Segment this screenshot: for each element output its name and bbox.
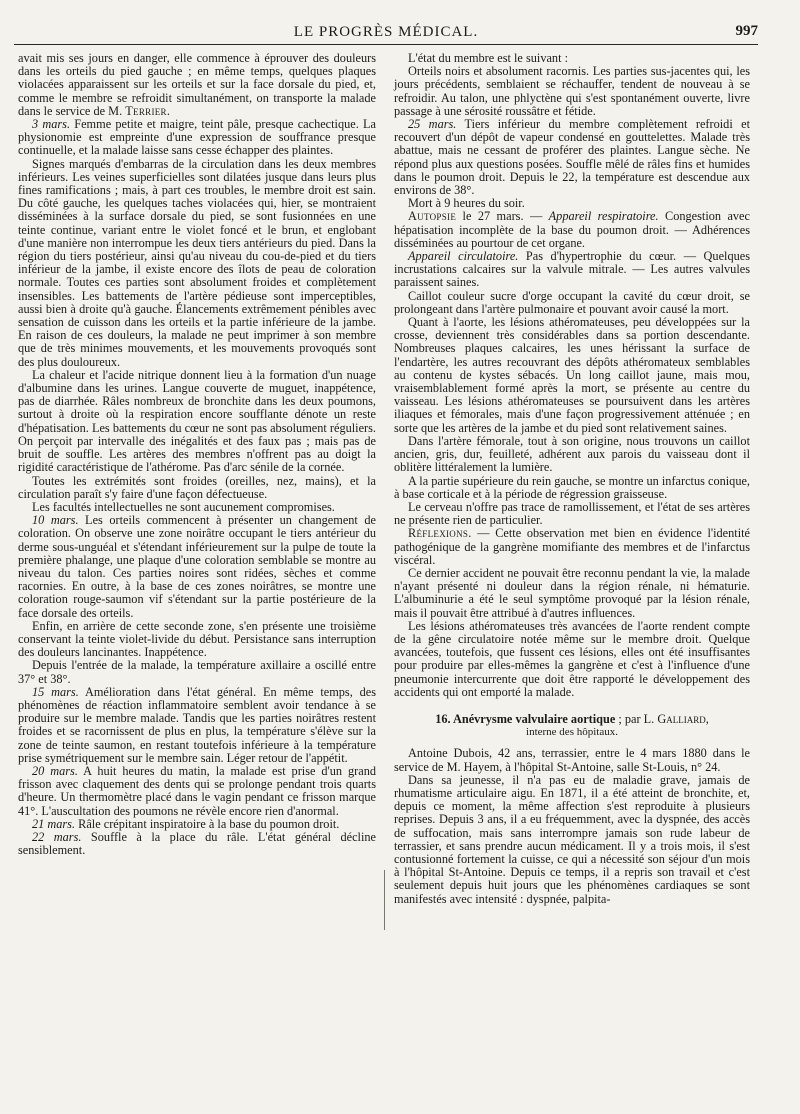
paragraph: Enfin, en arrière de cette seconde zone, s'en présente une troisième conservant la teinte violet-livide du début. Persistance sans interruption des douleurs lancinantes. Inappétence.: [18, 618, 376, 660]
author-name: Galliard: [657, 711, 706, 726]
subheading: Appareil respiratoire.: [548, 209, 659, 224]
paragraph: Toutes les extrémités sont froides (oreilles, nez, mains), et la circulation paraît s'y faire d'une façon défectueuse.: [18, 473, 376, 501]
paragraph: Orteils noirs et absolument racornis. Les parties sus-jacentes qui, les jours précédents, semblaient se réchauffer, tendent de nouveau à se refroidir. Au talon, une phlyctène qui s'est spontanément ouverte, livre passage à une sérosité roussâtre et fétide.: [394, 64, 750, 118]
date-label: 20 mars.: [32, 763, 78, 778]
paragraph: 25 mars. Tiers inférieur du membre complètement refroidi et recouvert d'un dépôt de vapeur condensé en gouttelettes. Malade très abattue, mais ne cessant de proférer des plaintes. Langue sèche. Ne répond plus aux questions posées. Souffle mêlé de râles fins et humides dans le poumon droit. Depuis le 22, la température est descendue aux environs de 38°.: [394, 117, 750, 198]
date-label: 21 mars.: [32, 816, 76, 831]
running-header: [14, 22, 758, 45]
column-rule: [384, 870, 385, 930]
paragraph: Signes marqués d'embarras de la circulation dans les deux membres inférieurs. Les veines superficielles sont dilatées jusque dans leurs plus fines ramifications ; mais, à part ces troubles, le membre droit est sain. Du côté gauche, les quelques taches violacées qui, hier, se montraient disséminées à la surface dorsale du pied, se sont fusionnées en une teinte continue, variant entre le violet foncé et le brun, et englobant d'une manière non interrompue les deux tiers antérieurs du pied. Dans la région du tiers postérieur, ainsi qu'au niveau du cou-de-pied et du tiers inférieur de la jambe, il existe encore des îlots de peau de coloration normale. Toutes ces parties sont absolument froides et complètement insensibles. Les battements de l'artère pédieuse sont imperceptibles, aussi bien à droite qu'à gauche. Élancements extrêmement pénibles avec sensation de cuisson dans les orteils et la partie inférieure de la jambe. En raison de ces douleurs, la malade ne peut imprimer à son membre que de très minimes mouvements, et les mouvements provoqués sont des plus douloureux.: [18, 156, 376, 369]
paragraph: Autopsie le 27 mars. — Appareil respiratoire. Congestion avec hépatisation incomplète de la base du poumon droit. — Adhérences disséminées au pourtour de cet organe.: [394, 209, 750, 250]
paragraph: Appareil circulatoire. Pas d'hypertrophie du cœur. — Quelques incrustations calcaires sur la valvule mitrale. — Les autres valvules paraissent saines.: [394, 249, 750, 290]
journal-title: LE PROGRÈS MÉDICAL.: [293, 24, 479, 40]
reflections-label: Réflexions.: [408, 526, 472, 541]
paragraph: Ce dernier accident ne pouvait être reconnu pendant la vie, la malade n'ayant présenté ni douleur dans la région rénale, ni hématurie. L'albuminurie a été le seul symptôme provoqué par la lésion rénale, mais il pouvait être attribué à d'autres influences.: [394, 565, 750, 620]
left-column: [18, 52, 376, 857]
paragraph: Le cerveau n'offre pas trace de ramollissement, et l'état de ses artères ne présente rien de particulier.: [394, 499, 750, 528]
paragraph: 22 mars. Souffle à la place du râle. L'état général décline sensiblement.: [18, 829, 376, 858]
paragraph: 15 mars. Amélioration dans l'état général. En même temps, des phénomènes de réaction inflammatoire semblent avoir tendance à se produire sur le membre malade. Tandis que les parties noirâtres restent froides et se racornissent de plus en plus, la température s'élève sur la zone de teinte saumon, en restant toutefois inférieure à la température prise symétriquement sur le membre sain. Léger retour de l'appétit.: [18, 684, 376, 765]
paragraph: A la partie supérieure du rein gauche, se montre un infarctus conique, à base corticale et à la période de régression graisseuse.: [394, 473, 750, 501]
subheading: Appareil circulatoire.: [408, 249, 519, 264]
paragraph: Depuis l'entrée de la malade, la température axillaire a oscillé entre 37° et 38°.: [18, 658, 376, 686]
section-title: 16. Anévrysme valvulaire aortique ; par L. Galliard,: [435, 711, 709, 726]
paragraph: La chaleur et l'acide nitrique donnent lieu à la formation d'un nuage d'albumine dans les urines. Langue couverte de muguet, inappétence, pas de diarrhée. Râles nombreux de bronchite dans les deux poumons, surtout à droite où la respiration encore soufflante dénote un reste d'hépatisation. Les battements du cœur ne sont pas absolument réguliers. On perçoit par intervalle des inégalités et des faux pas ; mais pas de bruit de souffle. Les artères des membres n'offrent pas au doigt la rigidité caractéristique de l'athérome. Pas d'arc sénile de la cornée.: [18, 367, 376, 475]
right-column: [394, 52, 750, 906]
paragraph: Quant à l'aorte, les lésions athéromateuses, peu développées sur la crosse, deviennent très considérables dans sa portion descendante. Nombreuses plaques calcaires, les unes hérissant la surface de l'endartère, les autres recouvrant des dépôts athéromateux semblables au contenu de kystes sébacés. Un long caillot jaune, mais mou, vraisemblablement formé après la mort, se présente au centre du vaisseau. Les lésions athéromateuses se poursuivent dans les artères iliaques et fémorales, mais d'une façon progressivement atténuée ; en sorte que les artères de la jambe et du pied sont relativement saines.: [394, 315, 750, 435]
paragraph: Caillot couleur sucre d'orge occupant la cavité du cœur droit, se prolongeant dans l'artère pulmonaire et pouvant avoir causé la mort.: [394, 288, 750, 316]
paragraph: Mort à 9 heures du soir.: [408, 196, 525, 211]
paragraph: Dans sa jeunesse, il n'a pas eu de maladie grave, jamais de rhumatisme articulaire aigu. En 1871, il a été atteint de bronchite, et, depuis ce moment, la même affection s'est reproduite à plusieurs reprises. Depuis 3 ans, il a eu fréquemment, avec la dyspnée, des accès de suffocation, mais sans interrompre jamais son rude labeur de terrassier, et sans prendre aucun médicament. Il y a trois mois, il s'est contusionné fortement la cuisse, ce qui a nécessité son séjour d'un mois à l'hôpital St-Antoine. Depuis ce temps, il a repris son travail et c'est seulement depuis huit jours que les phénomènes cardiaques se sont manifestés avec intensité : dyspnée, palpita-: [394, 772, 750, 906]
paragraph: Antoine Dubois, 42 ans, terrassier, entre le 4 mars 1880 dans le service de M. Hayem, à l'hôpital St-Antoine, salle St-Louis, n° 24.: [394, 746, 750, 774]
paragraph: Dans l'artère fémorale, tout à son origine, nous trouvons un caillot ancien, gris, dur, feuilleté, adhérent aux parois du vaisseau dont il oblitère littéralement la lumière.: [394, 433, 750, 475]
date-label: 22 mars.: [32, 829, 82, 844]
date-label: 15 mars.: [32, 684, 79, 699]
paragraph: 3 mars. Femme petite et maigre, teint pâle, presque cachectique. La physionomie est empreinte d'une expression de souffrance presque continuelle, et la malade laisse sans cesse échapper des plaintes.: [18, 117, 376, 158]
paragraph: Les lésions athéromateuses très avancées de l'aorte rendent compte de la gêne circulatoire notée même sur le membre droit. Quelque avancées, toutefois, que fussent ces lésions, elles ont été insuffisantes pour produire par elles-mêmes la gangrène et c'est à l'influence d'une pneumonie intercurrente que doit être rapporté le développement des accidents qui ont emporté la malade.: [394, 618, 750, 699]
date-label: 3 mars.: [32, 117, 71, 132]
date-label: 10 mars.: [32, 513, 79, 528]
date-label: 25 mars.: [408, 117, 457, 132]
paragraph: 21 mars. Râle crépitant inspiratoire à la base du poumon droit.: [32, 816, 340, 831]
paragraph: L'état du membre est le suivant :: [408, 51, 568, 65]
paragraph: 20 mars. A huit heures du matin, la malade est prise d'un grand frisson avec claquement des dents qui se prolonge pendant trois quarts d'heure. Un thermomètre placé dans le vagin pendant ce frisson marque 41°. L'auscultation des poumons ne révèle encore rien d'anormal.: [18, 763, 376, 818]
paragraph: Les facultés intellectuelles ne sont aucunement compromises.: [32, 499, 335, 514]
paragraph: 10 mars. Les orteils commencent à présenter un changement de coloration. On observe une zone noirâtre occupant le tiers antérieur du derme sous-unguéal et s'étendant inférieurement sur la pulpe de toute la première phalange, une plaque d'une coloration semblable se montre au niveau du talon. Ces parties noires sont ridées, sèches et comme racornies. En outre, à la base de ces zones noirâtres, se montre une coloration rouge-saumon vif s'étendant sur la partie postérieure de la face dorsale des orteils.: [18, 513, 376, 620]
autopsy-label: Autopsie: [408, 209, 457, 224]
page-number: 997: [735, 23, 758, 39]
section-subtitle: interne des hôpitaux.: [526, 726, 618, 739]
paragraph: Réflexions. — Cette observation met bien en évidence l'identité pathogénique de la gangrène momifiante des membres et de l'infarctus viscéral.: [394, 526, 750, 567]
person-name: Terrier: [125, 103, 167, 118]
paragraph: avait mis ses jours en danger, elle commence à éprouver des douleurs dans les orteils du pied gauche ; en même temps, quelques plaques violacées apparaissent sur les orteils et sur la face dorsale du pied, et, comme le membre se refroidit simultanément, on transporte la malade dans le service de M. Terrier.: [18, 51, 376, 118]
